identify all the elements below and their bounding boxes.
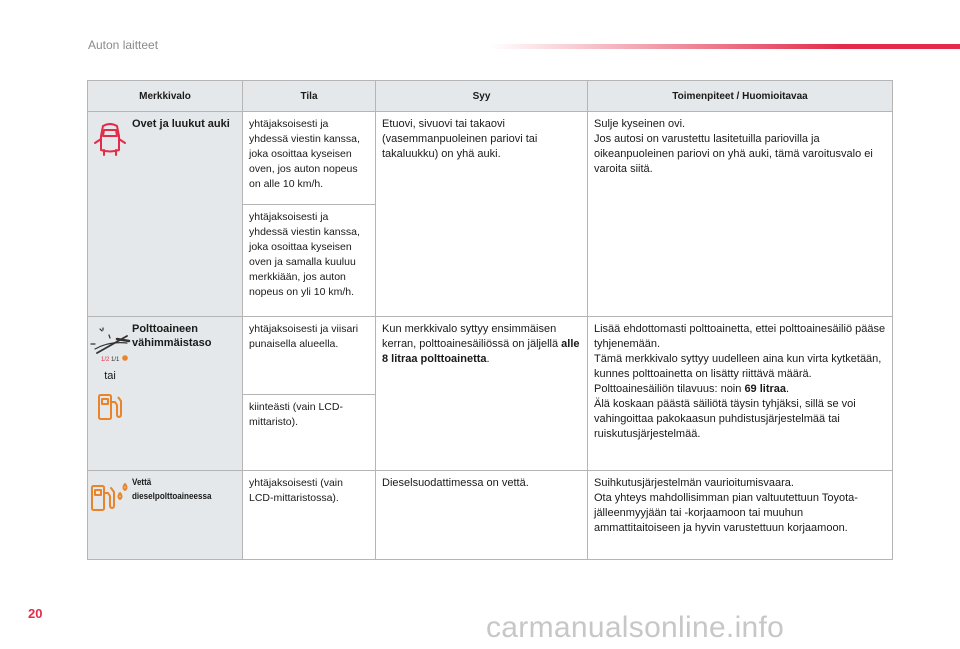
section-title: Auton laitteet	[88, 38, 159, 52]
warning-lights-table	[87, 80, 893, 560]
state-cell: kiinteästi (vain LCD-mittaristo).	[243, 395, 376, 471]
water-in-diesel-icon	[90, 481, 130, 513]
action-emphasis: 69 litraa	[744, 383, 787, 395]
column-header: Tila	[243, 81, 376, 112]
indicator-cell	[88, 317, 243, 471]
table-row	[88, 317, 893, 395]
fuel-gauge-low-icon	[89, 327, 131, 363]
column-header: Syy	[376, 81, 588, 112]
action-cell	[588, 317, 893, 471]
or-label: tai	[104, 370, 116, 382]
column-header: Merkkivalo	[88, 81, 243, 112]
cause-cell: Etuovi, sivuovi tai takaovi (vasemmanpuoleinen pariovi tai takaluukku) on yhä auki.	[376, 112, 588, 317]
gauge-mark: 1/2	[101, 357, 110, 363]
cause-cell	[376, 317, 588, 471]
column-header: Toimenpiteet / Huomioitavaa	[588, 81, 893, 112]
action-cell: Sulje kyseinen ovi. Jos autosi on varustettu lasitetuilla pariovilla ja oikeanpuoleinen pariovi on yhä auki, tämä varoitusvalo ei varoita siitä.	[588, 112, 893, 317]
indicator-name-text: Vettä dieselpolttoaineessa	[132, 477, 212, 502]
cause-text: Kun merkkivalo syttyy ensimmäisen kerran, polttoainesäiliössä on jäljellä	[382, 323, 562, 350]
header-accent-bar	[490, 44, 960, 49]
state-cell: yhtäjaksoisesti ja yhdessä viestin kanssa, joka osoittaa kyseisen oven ja samalla kuuluu merkkiään, jos auton nopeus on yli 10 km/h.	[243, 205, 376, 317]
indicator-name	[132, 471, 232, 513]
table-row	[88, 471, 893, 560]
cause-end: .	[486, 353, 490, 365]
indicator-cell	[88, 471, 243, 560]
action-end: . Älä koskaan päästä säiliötä täysin tyhjäksi, sillä se voi vahingoittaa pakokaasun puhdistusjärjestelmää tai ruiskutusjärjestelmää.	[594, 383, 856, 440]
table-row	[88, 112, 893, 205]
watermark: carmanualsonline.info	[486, 611, 785, 644]
indicator-name: Polttoaineen vähimmäistaso	[132, 323, 212, 349]
action-cell: Suihkutusjärjestelmän vaurioitumisvaara. Ota yhteys mahdollisimman pian valtuutettuun Toyota-jälleenmyyjään tai -korjaamoon tai muuhun ammattitaitoiseen ja hyvin varustettuun korjaamoon.	[588, 471, 893, 560]
cause-emphasis: alle 8 litraa polttoainetta	[382, 338, 580, 365]
action-text: Lisää ehdottomasti polttoainetta, ettei polttoainesäiliö pääse tyhjenemään. Tämä merkkivalo syttyy uudelleen aina kun virta kytketään, kunnes polttoainetta on lisätty riittävä määrä. Polttoainesäiliön tilavuus: noin	[594, 323, 886, 395]
indicator-cell	[88, 112, 243, 317]
indicator-name: Ovet ja luukut auki	[132, 118, 230, 130]
state-cell: yhtäjaksoisesti ja yhdessä viestin kanssa, joka osoittaa kyseisen oven, jos auton nopeus on alle 10 km/h.	[243, 112, 376, 205]
fuel-warning-dot	[122, 355, 128, 361]
cause-cell: Dieselsuodattimessa on vettä.	[376, 471, 588, 560]
fuel-pump-icon	[97, 392, 123, 422]
page-number: 20	[28, 606, 43, 621]
car-door-open-icon	[94, 120, 126, 158]
state-cell: yhtäjaksoisesti ja viisari punaisella alueella.	[243, 317, 376, 395]
table-header-row	[88, 81, 893, 112]
state-cell: yhtäjaksoisesti (vain LCD-mittaristossa).	[243, 471, 376, 560]
gauge-mark: 1/1	[111, 357, 120, 363]
